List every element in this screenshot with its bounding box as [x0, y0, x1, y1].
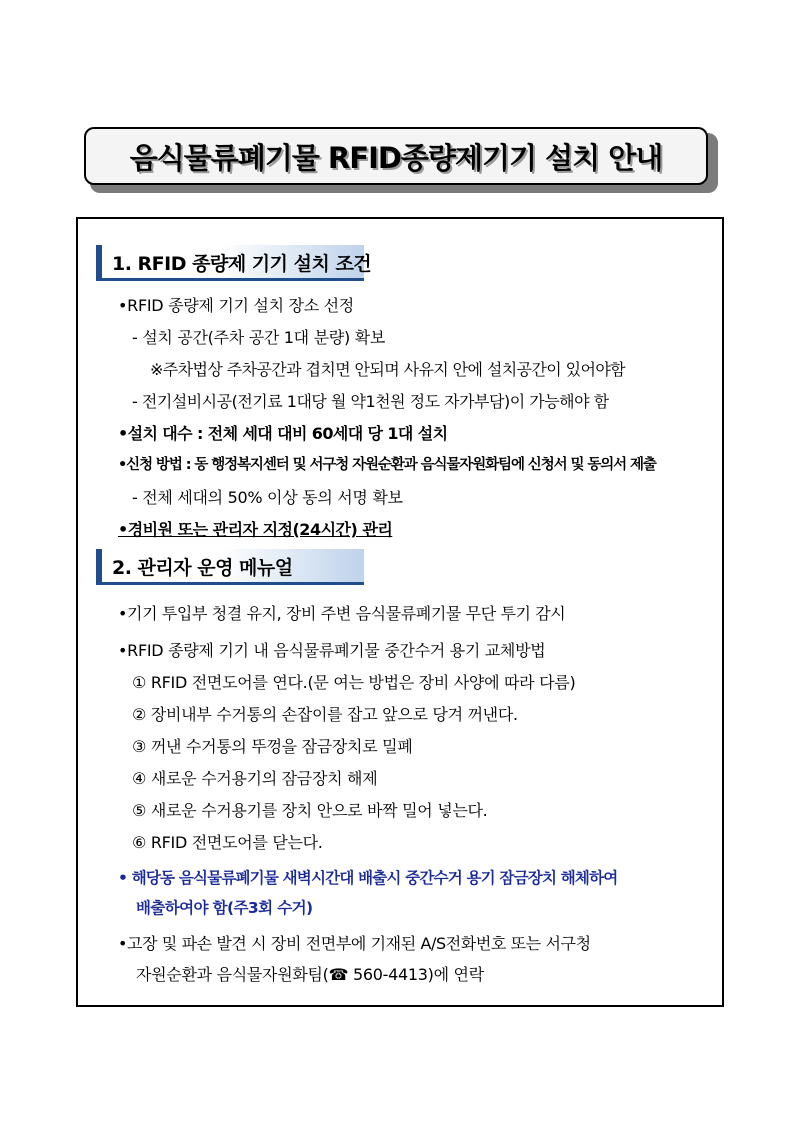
title-box — [84, 127, 708, 185]
s2-step-4: ④ 새로운 수거용기의 잠금장치 해제 — [132, 769, 378, 788]
s2-step-1: ① RFID 전면도어를 연다.(문 여는 방법은 장비 사양에 따라 다름) — [132, 673, 576, 692]
section-underline — [96, 582, 364, 585]
s2-line-2: •RFID 종량제 기기 내 음식물류폐기물 중간수거 용기 교체방법 — [118, 641, 546, 660]
s1-line-5: •설치 대수 : 전체 세대 대비 60세대 당 1대 설치 — [118, 424, 448, 443]
section-2-heading: 2. 관리자 운영 메뉴얼 — [112, 557, 293, 579]
s2-step-3: ③ 꺼낸 수거통의 뚜껑을 잠금장치로 밀폐 — [132, 737, 413, 756]
s1-line-7: - 전체 세대의 50% 이상 동의 서명 확보 — [132, 488, 403, 507]
s1-line-6: •신청 방법 : 동 행정복지센터 및 서구청 자원순환과 음식물자원화팀에 신청서 및 동의서 제출 — [118, 457, 656, 473]
s2-notice-line-2: 배출하여야 함(주3회 수거) — [136, 899, 313, 917]
s2-notice-line-1: • 해당동 음식물류폐기물 새벽시간대 배출시 중간수거 용기 잠금장치 해체하여 — [118, 869, 618, 887]
s2-line-last-2: 자원순환과 음식물자원화팀(☎ 560-4413)에 연락 — [136, 965, 484, 984]
s2-step-5: ⑤ 새로운 수거용기를 장치 안으로 바짝 밀어 넣는다. — [132, 801, 488, 820]
section-underline — [96, 278, 364, 281]
s1-line-4: - 전기설비시공(전기료 1대당 월 약1천원 정도 자가부담)이 가능해야 함 — [132, 392, 609, 411]
s1-line-3: ※주차법상 주차공간과 겹치면 안되며 사유지 안에 설치공간이 있어야함 — [150, 360, 626, 379]
s1-line-2: - 설치 공간(주차 공간 1대 분량) 확보 — [132, 328, 385, 347]
s2-line-last-1: •고장 및 파손 발견 시 장비 전면부에 기재된 A/S전화번호 또는 서구청 — [118, 934, 591, 953]
s1-line-8: •경비원 또는 관리자 지정(24시간) 관리 — [118, 520, 393, 539]
s2-line-1: •기기 투입부 청결 유지, 장비 주변 음식물류폐기물 무단 투기 감시 — [118, 604, 566, 623]
page-title: 음식물류폐기물 RFID종량제기기 설치 안내 — [129, 140, 663, 175]
s1-line-1: •RFID 종량제 기기 설치 장소 선정 — [118, 296, 354, 315]
section-1-heading: 1. RFID 종량제 기기 설치 조건 — [112, 253, 372, 275]
s2-step-2: ② 장비내부 수거통의 손잡이를 잡고 앞으로 당겨 꺼낸다. — [132, 705, 518, 724]
s2-step-6: ⑥ RFID 전면도어를 닫는다. — [132, 833, 323, 852]
